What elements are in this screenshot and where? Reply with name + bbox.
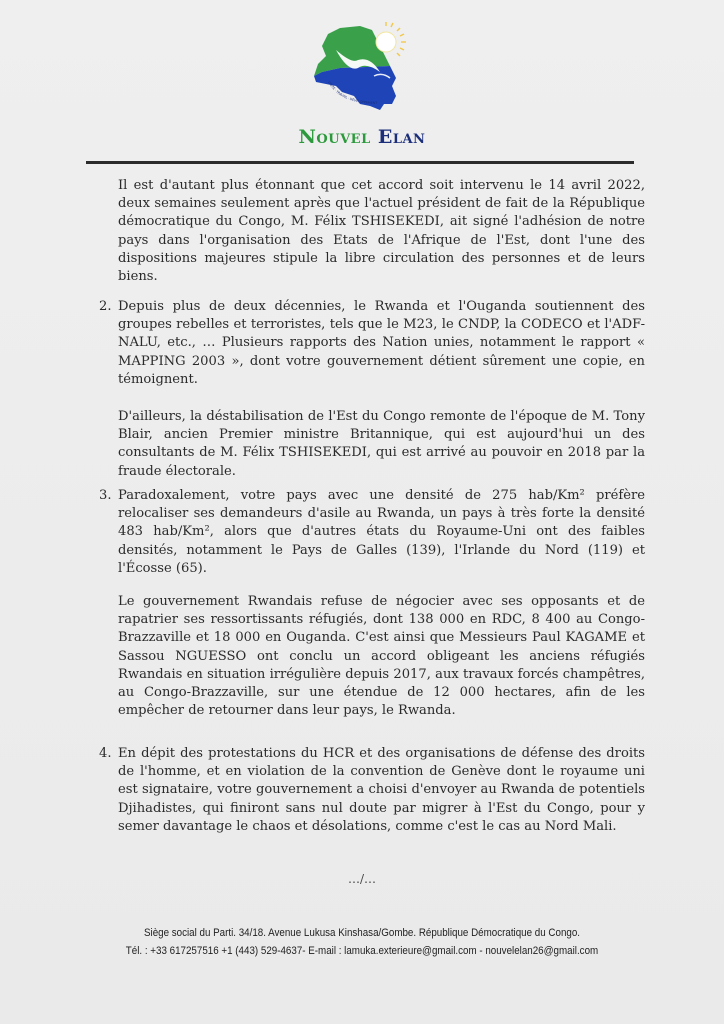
item-number-2: 2. bbox=[99, 299, 112, 314]
brand-word-nouvel: Nouvel bbox=[298, 126, 371, 148]
item-number-3: 3. bbox=[99, 488, 112, 503]
continuation-mark: …/… bbox=[347, 872, 377, 886]
header-divider bbox=[86, 161, 634, 164]
sun-icon bbox=[376, 22, 406, 56]
party-logo bbox=[300, 20, 420, 118]
intro-paragraph: Il est d'autant plus étonnant que cet accord soit intervenu le 14 avril 2022, deux semaines seulement après que l'actuel président de fait de la République démocratique du Congo, M. Félix TSHISEKEDI, ait signé l'adhésion de notre pays dans l'organisation des Etats de l'Afrique de l'Est, dont l'une des dispositions majeures stipule la libre circulation des personnes et de leurs biens. bbox=[118, 178, 645, 285]
item-3-paragraph-1: Paradoxalement, votre pays avec une densité de 275 hab/Km² préfère relocaliser ses demandeurs d'asile au Rwanda, un pays à très forte la densité 483 hab/Km², alors que d'autres états du Royaume-Uni ont des faibles densités, notamment le Pays de Galles (139), l'Irlande du Nord (119) et l'Écosse (65). bbox=[118, 488, 645, 576]
brand-name bbox=[0, 126, 724, 148]
item-3-paragraph-2: Le gouvernement Rwandais refuse de négocier avec ses opposants et de rapatrier ses ressortissants réfugiés, dont 138 000 en RDC, 8 400 au Congo-Brazzaville et 18 000 en Ouganda. C'est ainsi que Messieurs Paul KAGAME et Sassou NGUESSO ont conclu un accord obligeant les anciens réfugiés Rwandais en situation irrégulière depuis 2017, aux travaux forcés champêtres, au Congo-Brazzaville, sur une étendue de 12 000 hectares, afin de les empêcher de retourner dans leur pays, le Rwanda. bbox=[118, 594, 645, 719]
footer-contact: Tél. : +33 617257516 +1 (443) 529-4637- E-mail : lamuka.exterieure@gmail.com - nouvelelan26@gmail.com bbox=[125, 945, 599, 957]
logo-ribbon-text: UNITÉ · TRAVAIL · DÉVELOPPEMENT bbox=[327, 80, 378, 106]
footer-address: Siège social du Parti. 34/18. Avenue Lukusa Kinshasa/Gombe. République Démocratique du Congo. bbox=[143, 927, 581, 939]
map-blue-region bbox=[314, 66, 396, 110]
item-4-paragraph-1: En dépit des protestations du HCR et des organisations de défense des droits de l'homme, et en violation de la convention de Genève dont le royaume uni est signataire, votre gouvernement a choisi d'envoyer au Rwanda de potentiels Djihadistes, qui finiront sans nul doute par migrer à l'Est du Congo, pour y semer davantage le chaos et désolations, comme c'est le cas au Nord Mali. bbox=[118, 746, 645, 834]
item-number-4: 4. bbox=[99, 746, 112, 761]
item-2-paragraph-2: D'ailleurs, la déstabilisation de l'Est du Congo remonte de l'époque de M. Tony Blair, ancien Premier ministre Britannique, qui est aujourd'hui un des consultants de M. Félix TSHISEKEDI, qui est arrivé au pouvoir en 2018 par la fraude électorale. bbox=[118, 409, 645, 479]
item-2-paragraph-1: Depuis plus de deux décennies, le Rwanda et l'Ouganda soutiennent des groupes rebelles et terroristes, tels que le M23, le CNDP, la CODECO et l'ADF-NALU, etc., … Plusieurs rapports des Nation unies, notamment le rapport « MAPPING 2003 », dont votre gouvernement détient sûrement une copie, en témoignent. bbox=[118, 299, 645, 387]
brand-word-elan: Elan bbox=[377, 126, 426, 148]
